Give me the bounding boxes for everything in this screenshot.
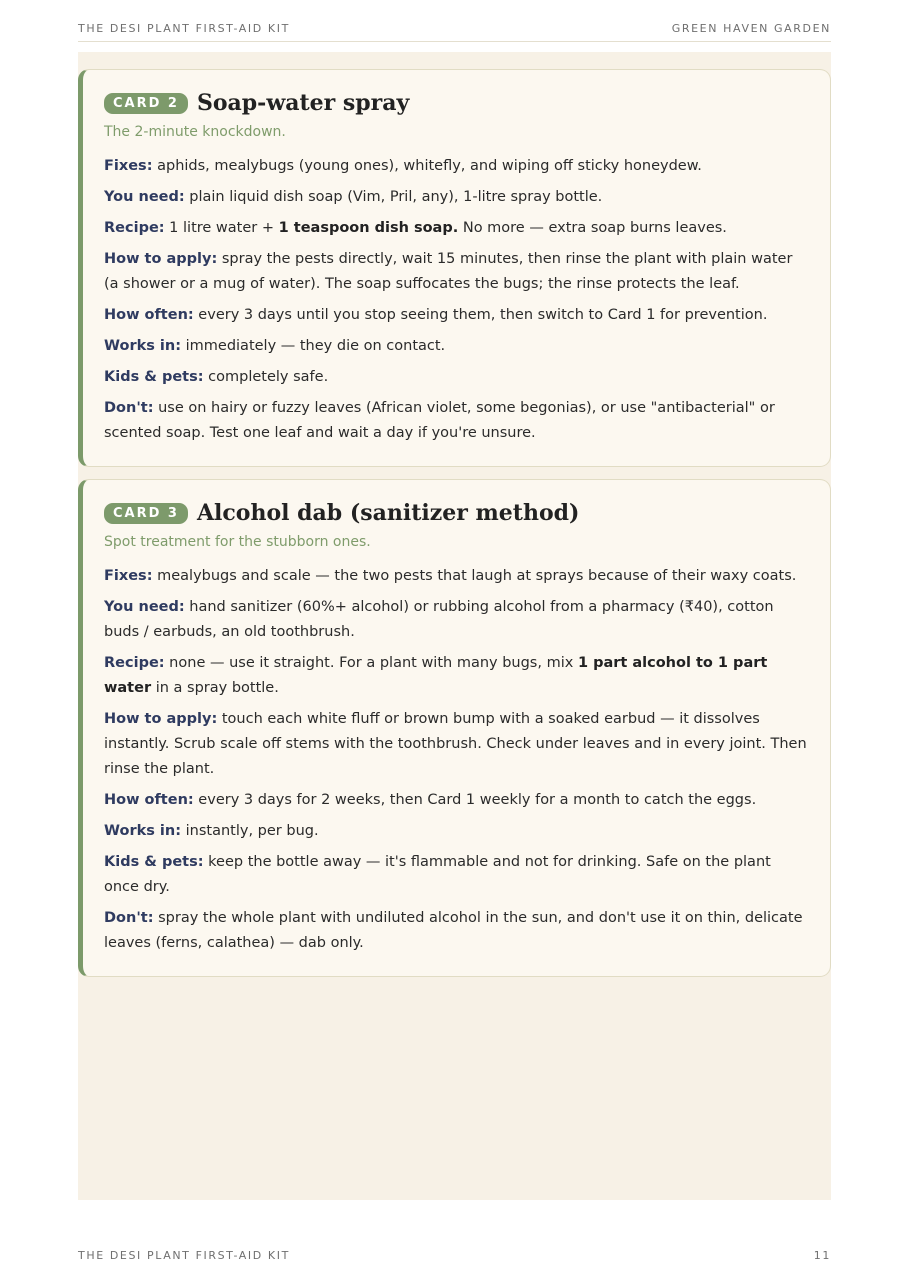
card-title: Alcohol dab (sanitizer method): [196, 500, 580, 526]
row-kids-pets: [104, 850, 808, 900]
header-doc-title: THE DESI PLANT FIRST-AID KIT: [78, 22, 290, 35]
row-how-to-apply: [104, 707, 808, 782]
row-label: How to apply:: [104, 711, 218, 727]
row-works-in: [104, 334, 808, 359]
row-how-often: [104, 303, 808, 328]
row-label: Recipe:: [104, 655, 165, 671]
row-text: completely safe.: [203, 369, 329, 385]
row-dont: [104, 906, 808, 956]
row-text: plain liquid dish soap (Vim, Pril, any), 1-litre spray bottle.: [184, 189, 603, 205]
header-brand: GREEN HAVEN GARDEN: [671, 22, 831, 35]
row-text: instantly, per bug.: [181, 823, 319, 839]
row-recipe: [104, 651, 808, 701]
row-text: 1 litre water +: [164, 220, 279, 236]
row-how-to-apply: [104, 247, 808, 297]
row-text: spray the pests directly, wait 15 minutes, then rinse the plant with plain water (a shower or a mug of water). The soap suffocates the bugs; the rinse protects the leaf.: [104, 251, 793, 292]
row-text: aphids, mealybugs (young ones), whitefly, and wiping off sticky honeydew.: [152, 158, 702, 174]
row-label: Works in:: [104, 823, 182, 839]
row-label: Fixes:: [104, 158, 153, 174]
row-text: touch each white fluff or brown bump with a soaked earbud — it dissolves instantly. Scrub scale off stems with the toothbrush. Check under leaves and in every joint. Then rinse the plant.: [104, 711, 807, 777]
row-text: use on hairy or fuzzy leaves (African violet, some begonias), or use "antibacterial" or scented soap. Test one leaf and wait a day if you're unsure.: [104, 400, 775, 441]
row-dont: [104, 396, 808, 446]
running-header: [78, 22, 831, 42]
row-emphasis: 1 teaspoon dish soap.: [278, 220, 459, 236]
row-how-often: [104, 788, 808, 813]
row-label: Don't:: [104, 400, 154, 416]
row-text: immediately — they die on contact.: [181, 338, 446, 354]
row-kids-pets: [104, 365, 808, 390]
row-label: How to apply:: [104, 251, 218, 267]
card-badge: CARD 2: [104, 93, 188, 114]
card-subtitle: Spot treatment for the stubborn ones.: [104, 534, 371, 550]
row-emphasis: 1 part alcohol to 1 part water: [104, 655, 768, 696]
row-text: every 3 days until you stop seeing them, then switch to Card 1 for prevention.: [193, 307, 768, 323]
row-text: No more — extra soap burns leaves.: [458, 220, 727, 236]
row-text: spray the whole plant with undiluted alcohol in the sun, and don't use it on thin, delicate leaves (ferns, calathea) — dab only.: [104, 910, 803, 951]
card-header: [104, 90, 808, 116]
page-number: 11: [813, 1249, 831, 1262]
card-alcohol-dab: [78, 479, 831, 977]
card-header: [104, 500, 808, 526]
card-badge: CARD 3: [104, 503, 188, 524]
card-soap-water-spray: [78, 69, 831, 467]
card-title: Soap-water spray: [196, 90, 410, 116]
row-text: mealybugs and scale — the two pests that laugh at sprays because of their waxy coats.: [152, 568, 797, 584]
row-label: How often:: [104, 307, 194, 323]
footer-doc-title: THE DESI PLANT FIRST-AID KIT: [78, 1249, 290, 1262]
row-label: Don't:: [104, 910, 154, 926]
row-label: Recipe:: [104, 220, 165, 236]
row-text: hand sanitizer (60%+ alcohol) or rubbing alcohol from a pharmacy (₹40), cotton buds / earbuds, an old toothbrush.: [104, 599, 774, 640]
row-text: every 3 days for 2 weeks, then Card 1 weekly for a month to catch the eggs.: [193, 792, 757, 808]
row-label: You need:: [104, 599, 185, 615]
row-text: in a spray bottle.: [151, 680, 279, 696]
running-footer: [78, 1249, 831, 1262]
row-fixes: [104, 564, 808, 589]
row-fixes: [104, 154, 808, 179]
content-area: [78, 52, 831, 1200]
row-label: Kids & pets:: [104, 369, 204, 385]
row-label: Fixes:: [104, 568, 153, 584]
row-label: How often:: [104, 792, 194, 808]
card-subtitle: The 2-minute knockdown.: [104, 124, 286, 140]
row-label: You need:: [104, 189, 185, 205]
row-works-in: [104, 819, 808, 844]
row-recipe: [104, 216, 808, 241]
row-you-need: [104, 595, 808, 645]
row-text: keep the bottle away — it's flammable and not for drinking. Safe on the plant once dry.: [104, 854, 771, 895]
row-text: none — use it straight. For a plant with many bugs, mix: [164, 655, 578, 671]
row-label: Kids & pets:: [104, 854, 204, 870]
row-you-need: [104, 185, 808, 210]
row-label: Works in:: [104, 338, 182, 354]
